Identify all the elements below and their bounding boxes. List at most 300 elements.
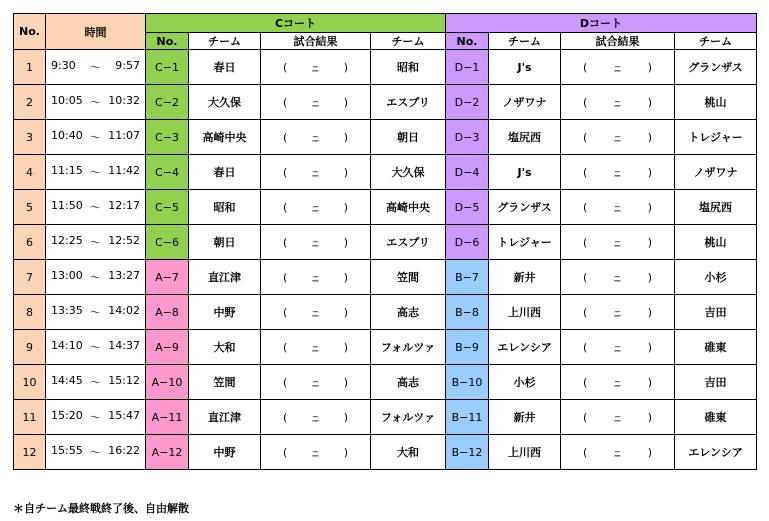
paren-open: ( xyxy=(583,165,588,179)
score-top: _ xyxy=(614,197,620,208)
header-d-team2: チーム xyxy=(675,33,757,50)
time-start: 9:30 xyxy=(51,59,76,72)
c-result xyxy=(261,85,371,120)
paren-open: ( xyxy=(283,375,288,389)
time-start: 12:25 xyxy=(51,234,83,247)
score-bottom: − xyxy=(613,101,622,112)
paren-open: ( xyxy=(583,95,588,109)
header-c-result: 試合結果 xyxy=(261,33,371,50)
time-end: 14:37 xyxy=(108,339,140,352)
time-range xyxy=(46,295,146,330)
result-slot xyxy=(561,233,674,251)
time-end: 15:47 xyxy=(108,409,140,422)
result-slot xyxy=(561,198,674,216)
d-match-no: B−11 xyxy=(446,400,489,435)
score-top: _ xyxy=(614,162,620,173)
score-bottom: − xyxy=(311,276,320,287)
d-team-2: 碓東 xyxy=(675,400,757,435)
score-bottom: − xyxy=(311,346,320,357)
header-d-team1: チーム xyxy=(489,33,561,50)
time-range-wrap xyxy=(46,199,145,215)
paren-open: ( xyxy=(283,235,288,249)
time-range-wrap xyxy=(46,269,145,285)
paren-close: ) xyxy=(343,410,348,424)
header-c-court: Cコート xyxy=(146,14,446,33)
time-sep: 〜 xyxy=(90,411,101,424)
score-bottom: − xyxy=(311,311,320,322)
result-slot xyxy=(261,58,370,76)
score-bottom: − xyxy=(613,171,622,182)
paren-open: ( xyxy=(283,305,288,319)
footnote: ＊自チーム最終戦終了後、自由解散 xyxy=(13,502,189,515)
c-match-no: C−1 xyxy=(146,50,189,85)
score-top: _ xyxy=(312,372,318,383)
score-top: _ xyxy=(312,232,318,243)
time-range xyxy=(46,120,146,155)
header-c-team2: チーム xyxy=(371,33,446,50)
d-result xyxy=(561,50,675,85)
table-row xyxy=(14,400,757,435)
table-row xyxy=(14,85,757,120)
table-row xyxy=(14,330,757,365)
paren-close: ) xyxy=(343,165,348,179)
time-start: 13:00 xyxy=(51,269,83,282)
score-top: _ xyxy=(614,407,620,418)
d-team-1: エレンシア xyxy=(489,330,561,365)
result-slot xyxy=(261,338,370,356)
c-team-1: 直江津 xyxy=(189,400,261,435)
paren-close: ) xyxy=(343,235,348,249)
paren-open: ( xyxy=(583,410,588,424)
score-top: _ xyxy=(312,337,318,348)
time-end: 12:52 xyxy=(108,234,140,247)
d-team-1: 上川西 xyxy=(489,435,561,470)
time-range-wrap xyxy=(46,164,145,180)
score-top: _ xyxy=(312,267,318,278)
c-team-1: 直江津 xyxy=(189,260,261,295)
score-bottom: − xyxy=(613,136,622,147)
d-team-1: 新井 xyxy=(489,260,561,295)
time-sep: 〜 xyxy=(90,376,101,389)
time-sep: 〜 xyxy=(90,446,101,459)
c-result xyxy=(261,50,371,85)
d-match-no: D−1 xyxy=(446,50,489,85)
score-dash xyxy=(311,408,319,426)
score-bottom: − xyxy=(311,206,320,217)
d-match-no: B−9 xyxy=(446,330,489,365)
score-bottom: − xyxy=(613,276,622,287)
c-match-no: C−5 xyxy=(146,190,189,225)
d-team-2: 塩尻西 xyxy=(675,190,757,225)
time-range xyxy=(46,85,146,120)
row-no: 6 xyxy=(14,225,46,260)
header-no: No. xyxy=(14,14,46,50)
score-bottom: − xyxy=(613,311,622,322)
time-sep: 〜 xyxy=(90,201,101,214)
time-start: 11:50 xyxy=(51,199,83,212)
time-range xyxy=(46,225,146,260)
c-match-no: A−8 xyxy=(146,295,189,330)
time-sep: 〜 xyxy=(90,96,101,109)
row-no: 5 xyxy=(14,190,46,225)
score-dash xyxy=(613,443,621,461)
score-bottom: − xyxy=(311,101,320,112)
paren-open: ( xyxy=(583,340,588,354)
c-result xyxy=(261,155,371,190)
d-result xyxy=(561,365,675,400)
d-match-no: B−12 xyxy=(446,435,489,470)
score-dash xyxy=(311,443,319,461)
c-match-no: A−10 xyxy=(146,365,189,400)
time-range xyxy=(46,155,146,190)
row-no: 3 xyxy=(14,120,46,155)
c-team-2: フォルツァ xyxy=(371,400,446,435)
result-slot xyxy=(561,93,674,111)
c-result xyxy=(261,330,371,365)
time-end: 9:57 xyxy=(115,59,140,72)
d-result xyxy=(561,260,675,295)
c-team-1: 大和 xyxy=(189,330,261,365)
d-team-1: 上川西 xyxy=(489,295,561,330)
d-team-2: 小杉 xyxy=(675,260,757,295)
result-slot xyxy=(261,408,370,426)
d-match-no: D−3 xyxy=(446,120,489,155)
paren-close: ) xyxy=(647,235,652,249)
paren-close: ) xyxy=(343,445,348,459)
score-top: _ xyxy=(312,92,318,103)
header-d-result: 試合結果 xyxy=(561,33,675,50)
score-bottom: − xyxy=(311,136,320,147)
score-dash xyxy=(613,303,621,321)
score-dash xyxy=(613,93,621,111)
time-range-wrap xyxy=(46,374,145,390)
time-range-wrap xyxy=(46,94,145,110)
time-start: 10:05 xyxy=(51,94,83,107)
c-team-1: 中野 xyxy=(189,435,261,470)
d-result xyxy=(561,155,675,190)
c-match-no: C−6 xyxy=(146,225,189,260)
time-range-wrap xyxy=(46,409,145,425)
time-range xyxy=(46,330,146,365)
time-range-wrap xyxy=(46,234,145,250)
time-sep: 〜 xyxy=(90,131,101,144)
d-team-1: トレジャー xyxy=(489,225,561,260)
c-team-2: 笠間 xyxy=(371,260,446,295)
table-row xyxy=(14,50,757,85)
result-slot xyxy=(261,373,370,391)
time-sep: 〜 xyxy=(90,236,101,249)
paren-close: ) xyxy=(647,60,652,74)
paren-close: ) xyxy=(343,340,348,354)
result-slot xyxy=(561,163,674,181)
time-start: 11:15 xyxy=(51,164,83,177)
time-start: 15:55 xyxy=(51,444,83,457)
result-slot xyxy=(561,338,674,356)
c-team-2: 高崎中央 xyxy=(371,190,446,225)
paren-open: ( xyxy=(583,375,588,389)
paren-close: ) xyxy=(343,375,348,389)
c-team-2: 昭和 xyxy=(371,50,446,85)
score-bottom: − xyxy=(311,66,320,77)
paren-close: ) xyxy=(343,305,348,319)
paren-close: ) xyxy=(343,270,348,284)
d-team-2: エレンシア xyxy=(675,435,757,470)
row-no: 1 xyxy=(14,50,46,85)
c-team-1: 春日 xyxy=(189,155,261,190)
d-team-1: 塩尻西 xyxy=(489,120,561,155)
score-dash xyxy=(311,58,319,76)
paren-open: ( xyxy=(583,60,588,74)
score-top: _ xyxy=(312,127,318,138)
d-team-1: 小杉 xyxy=(489,365,561,400)
d-result xyxy=(561,85,675,120)
time-end: 11:42 xyxy=(108,164,140,177)
paren-close: ) xyxy=(647,305,652,319)
score-dash xyxy=(613,338,621,356)
time-range xyxy=(46,50,146,85)
score-dash xyxy=(311,373,319,391)
score-top: _ xyxy=(614,92,620,103)
d-match-no: D−4 xyxy=(446,155,489,190)
header-time: 時間 xyxy=(46,14,146,50)
time-range-wrap xyxy=(46,129,145,145)
row-no: 12 xyxy=(14,435,46,470)
paren-open: ( xyxy=(583,235,588,249)
time-range xyxy=(46,260,146,295)
c-result xyxy=(261,435,371,470)
c-match-no: C−2 xyxy=(146,85,189,120)
paren-close: ) xyxy=(343,130,348,144)
c-result xyxy=(261,225,371,260)
score-top: _ xyxy=(312,407,318,418)
d-match-no: D−2 xyxy=(446,85,489,120)
d-team-1: J's xyxy=(489,50,561,85)
table-row xyxy=(14,155,757,190)
result-slot xyxy=(561,128,674,146)
c-team-2: 大和 xyxy=(371,435,446,470)
score-bottom: − xyxy=(311,381,320,392)
score-bottom: − xyxy=(311,171,320,182)
time-sep: 〜 xyxy=(90,166,101,179)
score-top: _ xyxy=(614,127,620,138)
c-match-no: A−11 xyxy=(146,400,189,435)
score-top: _ xyxy=(312,162,318,173)
header-c-no: No. xyxy=(146,33,189,50)
table-row xyxy=(14,365,757,400)
paren-open: ( xyxy=(283,165,288,179)
table-row xyxy=(14,260,757,295)
time-start: 10:40 xyxy=(51,129,83,142)
paren-open: ( xyxy=(283,130,288,144)
c-result xyxy=(261,190,371,225)
score-dash xyxy=(311,338,319,356)
time-range xyxy=(46,190,146,225)
d-match-no: B−7 xyxy=(446,260,489,295)
c-match-no: A−9 xyxy=(146,330,189,365)
d-match-no: B−10 xyxy=(446,365,489,400)
score-bottom: − xyxy=(613,241,622,252)
c-result xyxy=(261,400,371,435)
paren-open: ( xyxy=(283,270,288,284)
c-team-2: 朝日 xyxy=(371,120,446,155)
paren-open: ( xyxy=(583,305,588,319)
paren-open: ( xyxy=(583,270,588,284)
time-end: 15:12 xyxy=(108,374,140,387)
score-dash xyxy=(613,408,621,426)
result-slot xyxy=(261,163,370,181)
score-dash xyxy=(311,198,319,216)
score-top: _ xyxy=(312,302,318,313)
time-range xyxy=(46,400,146,435)
time-start: 14:45 xyxy=(51,374,83,387)
c-team-1: 昭和 xyxy=(189,190,261,225)
d-team-2: 吉田 xyxy=(675,365,757,400)
paren-open: ( xyxy=(583,130,588,144)
table-row xyxy=(14,435,757,470)
time-end: 10:32 xyxy=(108,94,140,107)
header-c-team1: チーム xyxy=(189,33,261,50)
time-start: 14:10 xyxy=(51,339,83,352)
row-no: 2 xyxy=(14,85,46,120)
d-team-2: 桃山 xyxy=(675,85,757,120)
time-range-wrap xyxy=(46,339,145,355)
d-team-1: ノザワナ xyxy=(489,85,561,120)
paren-close: ) xyxy=(647,375,652,389)
c-team-1: 笠間 xyxy=(189,365,261,400)
paren-open: ( xyxy=(283,410,288,424)
result-slot xyxy=(561,373,674,391)
time-range xyxy=(46,435,146,470)
score-dash xyxy=(311,163,319,181)
score-top: _ xyxy=(614,267,620,278)
score-dash xyxy=(311,128,319,146)
row-no: 7 xyxy=(14,260,46,295)
paren-open: ( xyxy=(283,340,288,354)
score-top: _ xyxy=(614,232,620,243)
c-match-no: C−4 xyxy=(146,155,189,190)
c-team-2: エスプリ xyxy=(371,85,446,120)
row-no: 11 xyxy=(14,400,46,435)
d-result xyxy=(561,400,675,435)
d-team-2: グランザス xyxy=(675,50,757,85)
time-sep: 〜 xyxy=(90,306,101,319)
paren-close: ) xyxy=(343,60,348,74)
result-slot xyxy=(261,198,370,216)
d-match-no: D−6 xyxy=(446,225,489,260)
paren-open: ( xyxy=(283,95,288,109)
score-bottom: − xyxy=(311,416,320,427)
result-slot xyxy=(261,268,370,286)
d-match-no: D−5 xyxy=(446,190,489,225)
paren-close: ) xyxy=(647,95,652,109)
score-dash xyxy=(311,268,319,286)
time-range-wrap xyxy=(46,444,145,460)
score-top: _ xyxy=(614,302,620,313)
c-team-2: 高志 xyxy=(371,295,446,330)
time-end: 12:17 xyxy=(108,199,140,212)
score-dash xyxy=(613,58,621,76)
d-team-2: 吉田 xyxy=(675,295,757,330)
c-match-no: A−12 xyxy=(146,435,189,470)
d-team-2: トレジャー xyxy=(675,120,757,155)
d-result xyxy=(561,330,675,365)
c-result xyxy=(261,120,371,155)
d-team-2: 碓東 xyxy=(675,330,757,365)
time-start: 15:20 xyxy=(51,409,83,422)
d-result xyxy=(561,190,675,225)
paren-open: ( xyxy=(583,200,588,214)
time-end: 13:27 xyxy=(108,269,140,282)
score-dash xyxy=(613,163,621,181)
score-top: _ xyxy=(312,197,318,208)
paren-close: ) xyxy=(647,340,652,354)
paren-close: ) xyxy=(647,130,652,144)
paren-open: ( xyxy=(583,445,588,459)
score-bottom: − xyxy=(311,451,320,462)
d-team-1: グランザス xyxy=(489,190,561,225)
c-result xyxy=(261,365,371,400)
result-slot xyxy=(261,303,370,321)
c-team-2: フォルツァ xyxy=(371,330,446,365)
c-team-1: 大久保 xyxy=(189,85,261,120)
d-team-1: 新井 xyxy=(489,400,561,435)
paren-close: ) xyxy=(343,200,348,214)
score-dash xyxy=(311,303,319,321)
score-dash xyxy=(613,128,621,146)
score-bottom: − xyxy=(613,346,622,357)
time-sep: 〜 xyxy=(90,61,101,74)
row-no: 4 xyxy=(14,155,46,190)
score-top: _ xyxy=(312,57,318,68)
c-team-2: 大久保 xyxy=(371,155,446,190)
table-row xyxy=(14,190,757,225)
score-top: _ xyxy=(614,57,620,68)
paren-close: ) xyxy=(647,165,652,179)
d-result xyxy=(561,120,675,155)
paren-open: ( xyxy=(283,445,288,459)
schedule-table xyxy=(13,13,757,470)
paren-close: ) xyxy=(647,200,652,214)
c-team-2: エスプリ xyxy=(371,225,446,260)
score-dash xyxy=(613,233,621,251)
result-slot xyxy=(561,58,674,76)
score-top: _ xyxy=(312,442,318,453)
c-match-no: A−7 xyxy=(146,260,189,295)
c-team-1: 中野 xyxy=(189,295,261,330)
row-no: 10 xyxy=(14,365,46,400)
score-dash xyxy=(311,233,319,251)
time-end: 16:22 xyxy=(108,444,140,457)
paren-open: ( xyxy=(283,200,288,214)
result-slot xyxy=(561,268,674,286)
header-d-court: Dコート xyxy=(446,14,757,33)
c-team-1: 朝日 xyxy=(189,225,261,260)
score-bottom: − xyxy=(613,66,622,77)
paren-open: ( xyxy=(283,60,288,74)
time-start: 13:35 xyxy=(51,304,83,317)
score-top: _ xyxy=(614,337,620,348)
paren-close: ) xyxy=(647,445,652,459)
paren-close: ) xyxy=(647,270,652,284)
table-row xyxy=(14,225,757,260)
d-team-2: 桃山 xyxy=(675,225,757,260)
result-slot xyxy=(261,233,370,251)
paren-close: ) xyxy=(343,95,348,109)
score-dash xyxy=(613,198,621,216)
time-range-wrap xyxy=(46,59,145,75)
result-slot xyxy=(561,408,674,426)
score-bottom: − xyxy=(613,416,622,427)
